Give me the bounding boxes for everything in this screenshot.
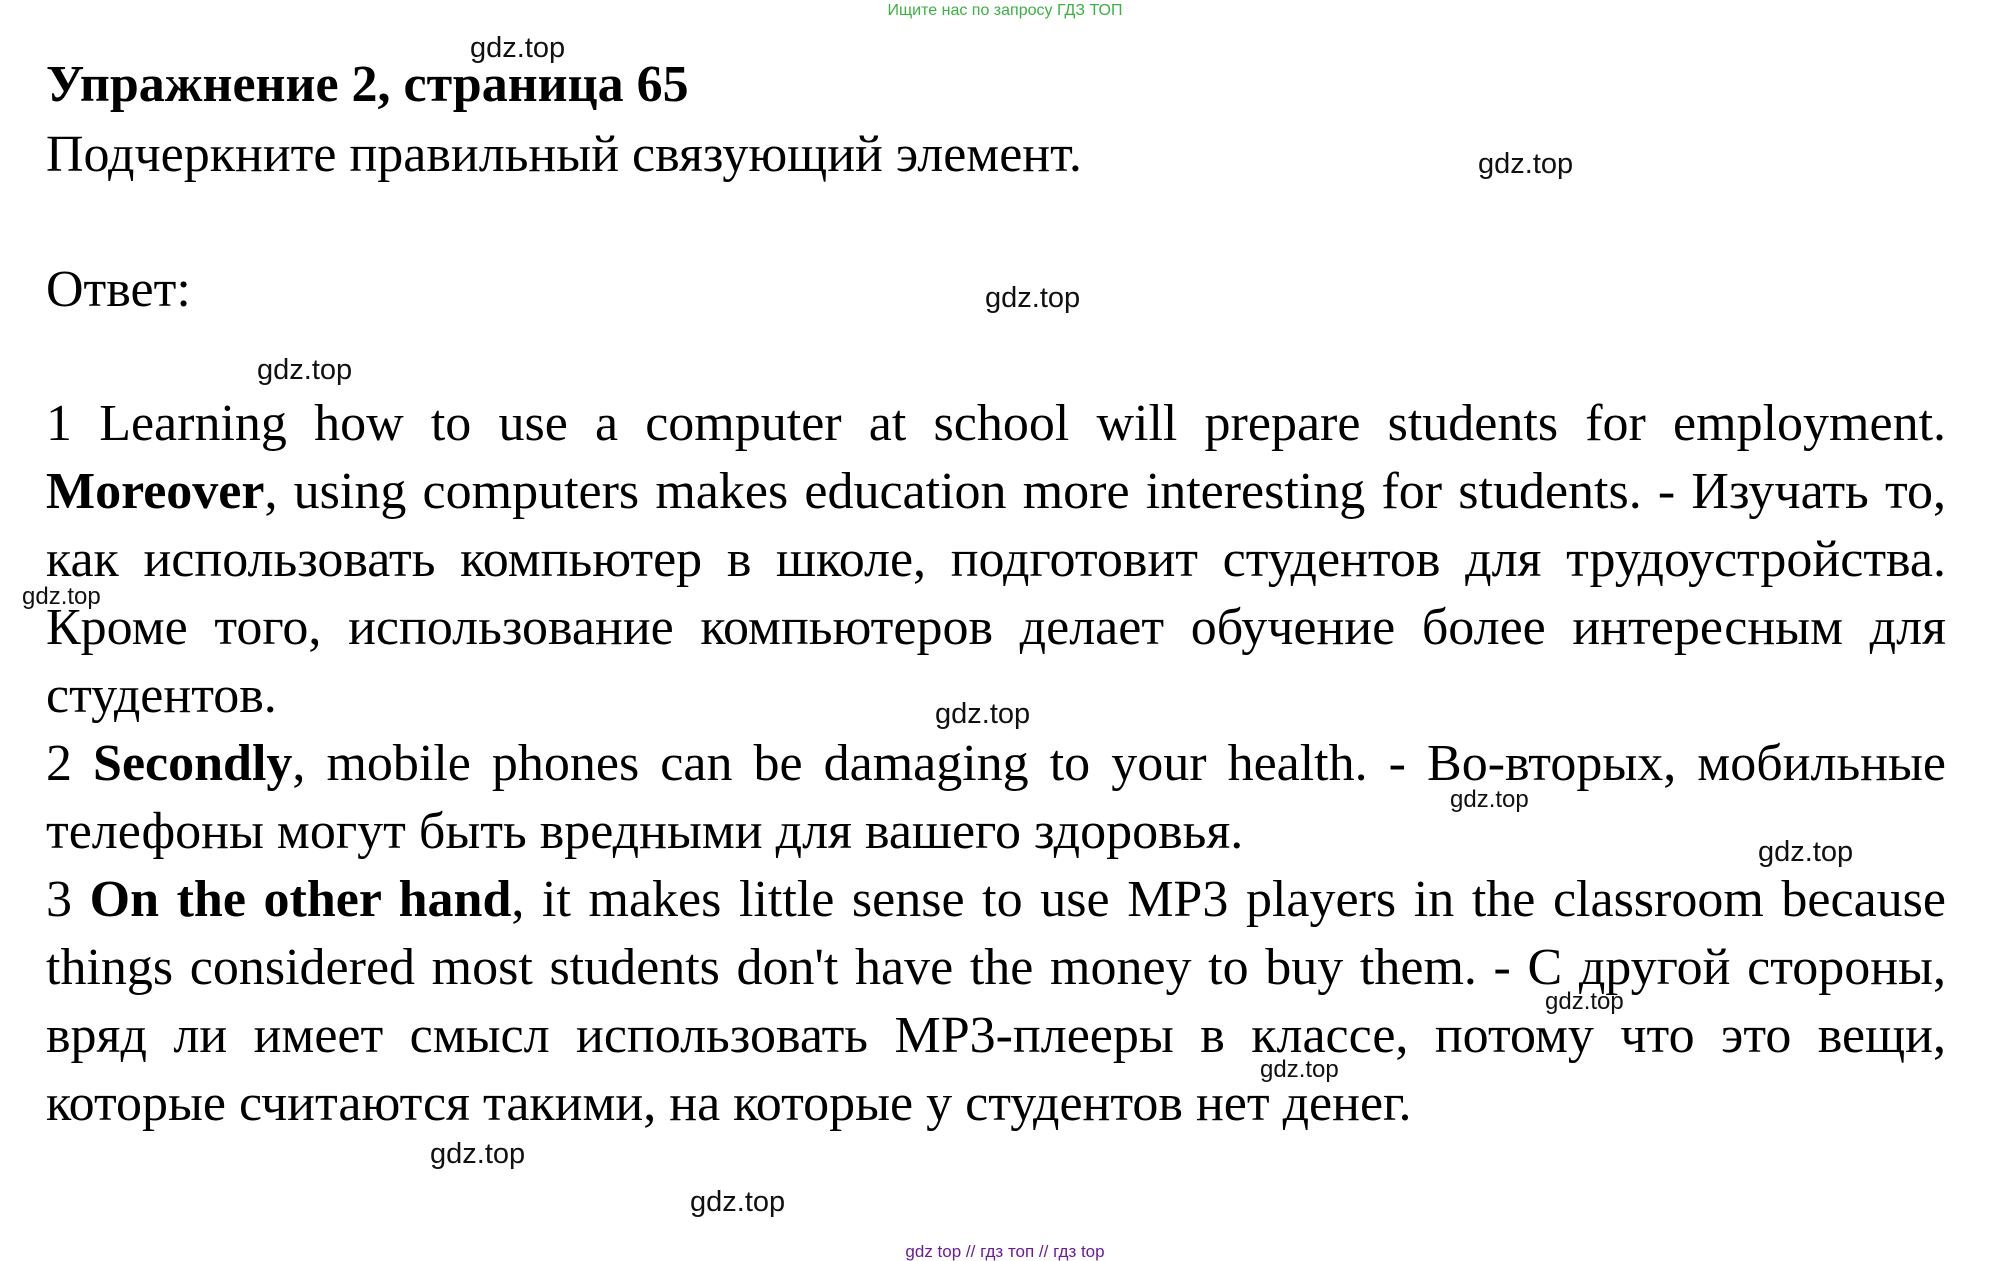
answer-lead: Learning how to use a computer at school will prepare students for employment. bbox=[99, 395, 1947, 452]
answer-number: 2 bbox=[46, 735, 72, 792]
answer-label: Ответ: bbox=[46, 261, 191, 318]
top-banner: Ищите нас по запросу ГДЗ ТОП bbox=[887, 2, 1123, 19]
answer-connector: On the other hand bbox=[89, 871, 512, 928]
exercise-title: Упражнение 2, страница 65 bbox=[46, 56, 689, 113]
watermark: gdz.top bbox=[470, 32, 566, 64]
answer-item-3 bbox=[46, 866, 1946, 1138]
watermark: gdz.top bbox=[690, 1186, 786, 1218]
exercise-instruction: Подчеркните правильный связующий элемент. bbox=[46, 126, 1082, 183]
answer-body bbox=[46, 390, 1946, 1138]
watermark: gdz.top bbox=[430, 1138, 526, 1170]
answer-rest: , mobile phones can be damaging to your health. - Во-вторых, мобильные телефоны могут быть вредными для вашего здоровья. bbox=[46, 735, 1946, 860]
watermark: gdz.top bbox=[1758, 836, 1854, 868]
watermark: gdz.top bbox=[985, 282, 1081, 314]
watermark: gdz.top bbox=[1260, 1056, 1339, 1083]
watermark: gdz.top bbox=[257, 354, 353, 386]
answer-connector: Moreover bbox=[46, 463, 265, 520]
answer-rest: , it makes little sense to use MP3 players in the classroom because things considered most students don't have the money to buy them. - С другой стороны, вряд ли имеет смысл использовать MP3-плееры в классе, потому что это вещи, которые считаются такими, на которые у студентов нет денег. bbox=[46, 871, 1946, 1132]
answer-number: 1 bbox=[46, 395, 72, 452]
answer-rest: , using computers makes education more interesting for students. - Изучать то, как использовать компьютер в школе, подготовит студентов для трудоустройства. Кроме того, использование компьютеров делает обучение более интересным для студентов. bbox=[46, 463, 1946, 724]
watermark: gdz.top bbox=[1450, 786, 1529, 813]
watermark: gdz.top bbox=[1478, 148, 1574, 180]
answer-number: 3 bbox=[46, 871, 72, 928]
answer-item-2 bbox=[46, 730, 1946, 866]
watermark: gdz.top bbox=[1545, 988, 1624, 1015]
watermark: gdz.top bbox=[935, 698, 1031, 730]
answer-connector: Secondly bbox=[93, 735, 293, 792]
watermark: gdz.top bbox=[22, 583, 101, 610]
footer-links: gdz top // гдз топ // гдз top bbox=[905, 1242, 1105, 1261]
answer-item-1 bbox=[46, 390, 1946, 730]
